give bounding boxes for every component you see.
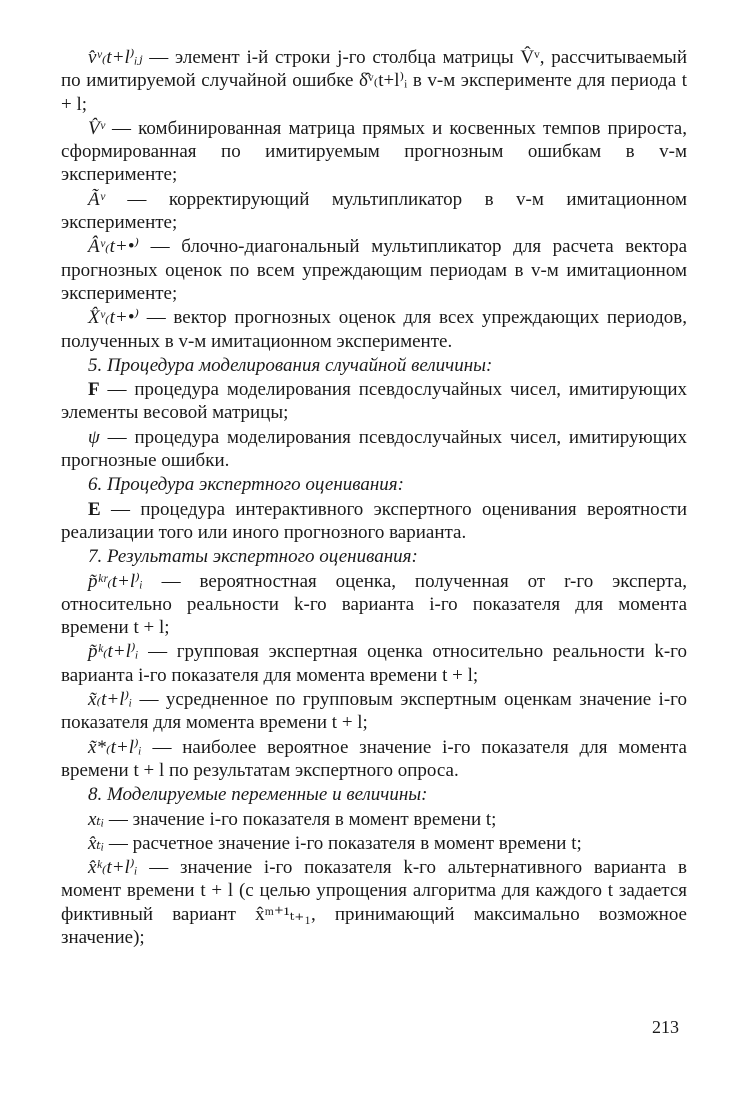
entry-text: — процедура интерактивного экспертного оценивания вероятности реализации того или иного прогнозного варианта. (61, 498, 687, 543)
entry-symbol: F (88, 379, 100, 401)
entry-text: — блочно-диагональный мультипликатор для расчета вектора прогнозных оценок по всем упреждающим периодам в v-м имитационном эксперименте; (61, 236, 687, 304)
entry-17 (61, 832, 687, 855)
entry-16 (61, 808, 687, 831)
entry-symbol: x̂ₜᵢ (88, 832, 105, 854)
entry-text: — процедура моделирования псевдослучайных чисел, имитирующих прогнозные ошибки. (61, 426, 687, 472)
entry-text: — наиболее вероятное значение i-го показателя для момента времени t + l по результатам экспертного опроса. (61, 736, 687, 781)
entry-11 (61, 570, 687, 640)
entry-symbol: x̃*₍t+l⁾ᵢ (88, 736, 142, 758)
entry-14 (61, 736, 687, 783)
entry-symbol: X̂ᵛ₍t+•⁾ (88, 307, 140, 329)
entry-symbol: x̃₍t+l⁾ᵢ (88, 689, 133, 711)
section-heading-5: 5. Процедура моделирования случайной величины: (88, 354, 493, 376)
entry-text: — комбинированная матрица прямых и косвенных темпов прироста, сформированная по имитируемым прогнозным ошибкам в v-м эксперименте; (61, 117, 687, 186)
entry-text: — процедура моделирования псевдослучайных чисел, имитирующих элементы весовой матрицы; (61, 379, 687, 424)
entry-symbol: E (88, 498, 101, 520)
entry-symbol: Ãᵛ (88, 188, 105, 210)
entry-text: — вектор прогнозных оценок для всех упреждающих периодов, полученных в v-м имитационном эксперименте. (61, 307, 687, 352)
entry-symbol: Âᵛ₍t+•⁾ (88, 236, 140, 258)
entry-text: — расчетное значение i-го показателя в момент времени t; (104, 832, 582, 854)
entry-7 (61, 426, 687, 473)
entry-text: — значение i-го показателя в момент времени t; (104, 808, 497, 830)
entry-4 (61, 306, 687, 353)
entry-text: — групповая экспертная оценка относительно реальности k-го варианта i-го показателя для момента времени t + l; (61, 641, 687, 686)
entry-3 (61, 235, 687, 305)
page-body (61, 46, 687, 949)
entry-symbol: v̂ᵛ₍t+l⁾ᵢⱼ (88, 47, 143, 68)
entry-text: — усредненное по групповым экспертным оценкам значение i-го показателя для момента времени t + l; (61, 689, 687, 734)
entry-18 (61, 856, 687, 949)
entry-symbol: p̃ᵏ₍t+l⁾ᵢ (88, 641, 139, 663)
entry-symbol: x̂ᵏ₍t+l⁾ᵢ (88, 857, 138, 879)
section-heading-7: 7. Результаты экспертного оценивания: (88, 546, 418, 568)
section-heading-8: 8. Моделируемые переменные и величины: (88, 784, 428, 806)
entry-13 (61, 688, 687, 735)
entry-symbol: xₜᵢ (88, 808, 105, 830)
entry-6 (61, 378, 687, 425)
entry-0 (61, 46, 687, 116)
section-heading-6: 6. Процедура экспертного оценивания: (88, 474, 404, 496)
entry-text: — вероятностная оценка, полученная от r-го эксперта, относительно реальности k-го варианта i-го показателя для момента времени t + l; (61, 570, 687, 639)
entry-symbol: p̃ᵏʳ₍t+l⁾ᵢ (88, 570, 143, 592)
page-number: 213 (652, 1017, 679, 1037)
entry-text: — значение i-го показателя k-го альтернативного варианта в момент времени t + l (с целью упрощения алгоритма для каждого t задается фиктивный вариант x̂ᵐ⁺¹ₜ₊₁, принимающий максимально возможное значение); (61, 857, 687, 948)
entry-symbol: ψ (88, 426, 100, 448)
entry-9 (61, 498, 687, 545)
entry-2 (61, 188, 687, 235)
entry-1 (61, 117, 687, 187)
entry-symbol: V̂ᵛ (88, 117, 105, 139)
entry-text: — корректирующий мультипликатор в v-м имитационном эксперименте; (61, 188, 687, 234)
entry-12 (61, 640, 687, 687)
entry-text: — элемент i-й строки j-го столбца матрицы V̂ᵛ, рассчитываемый по имитируемой случайной ошибке δ̂ᵛ₍t+l⁾ᵢ в v-м эксперименте для периода t + l; (61, 47, 687, 115)
